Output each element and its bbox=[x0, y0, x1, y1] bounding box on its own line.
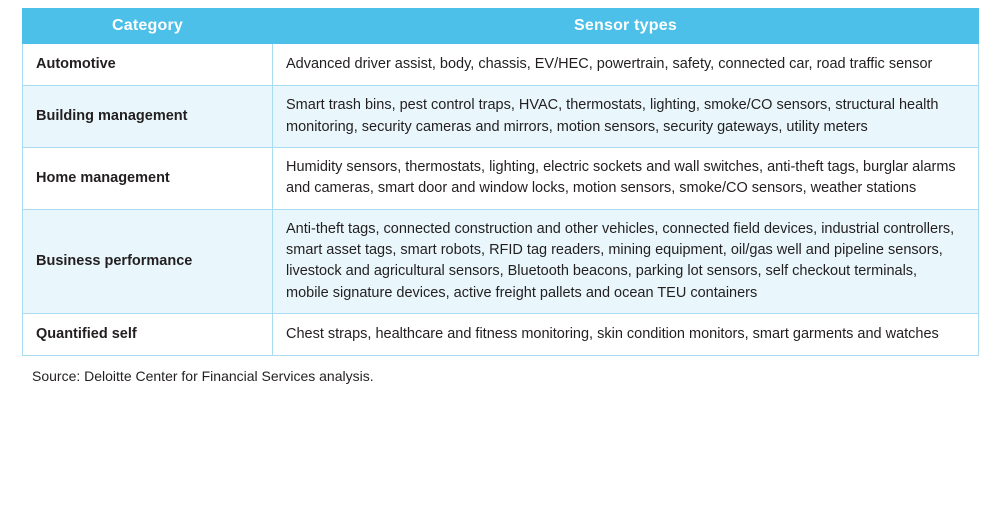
table-row bbox=[23, 44, 979, 86]
cell-category: Building management bbox=[23, 86, 273, 148]
table-row bbox=[23, 209, 979, 313]
table-header-row bbox=[23, 9, 979, 44]
cell-category: Business performance bbox=[23, 209, 273, 313]
table-body bbox=[23, 44, 979, 356]
table-row bbox=[23, 86, 979, 148]
cell-category: Quantified self bbox=[23, 313, 273, 355]
cell-sensor-types: Humidity sensors, thermostats, lighting, electric sockets and wall switches, anti-theft tags, burglar alarms and cameras, smart door and window locks, motion sensors, smoke/CO sensors, weather stations bbox=[273, 147, 979, 209]
table-row bbox=[23, 313, 979, 355]
table-header bbox=[23, 9, 979, 44]
cell-sensor-types: Anti-theft tags, connected construction and other vehicles, connected field devices, industrial controllers, smart asset tags, smart robots, RFID tag readers, mining equipment, oil/gas well and pipeline sensors, livestock and agricultural sensors, Bluetooth beacons, parking lot sensors, self checkout terminals, mobile signature devices, active freight pallets and ocean TEU containers bbox=[273, 209, 979, 313]
column-header-category: Category bbox=[23, 9, 273, 44]
cell-sensor-types: Chest straps, healthcare and fitness monitoring, skin condition monitors, smart garments and watches bbox=[273, 313, 979, 355]
column-header-sensor-types: Sensor types bbox=[273, 9, 979, 44]
cell-sensor-types: Smart trash bins, pest control traps, HVAC, thermostats, lighting, smoke/CO sensors, structural health monitoring, security cameras and mirrors, motion sensors, security gateways, utility meters bbox=[273, 86, 979, 148]
cell-category: Home management bbox=[23, 147, 273, 209]
source-note: Source: Deloitte Center for Financial Services analysis. bbox=[32, 368, 374, 385]
cell-sensor-types: Advanced driver assist, body, chassis, EV/HEC, powertrain, safety, connected car, road traffic sensor bbox=[273, 44, 979, 86]
sensor-types-table bbox=[22, 8, 979, 356]
table-row bbox=[23, 147, 979, 209]
cell-category: Automotive bbox=[23, 44, 273, 86]
